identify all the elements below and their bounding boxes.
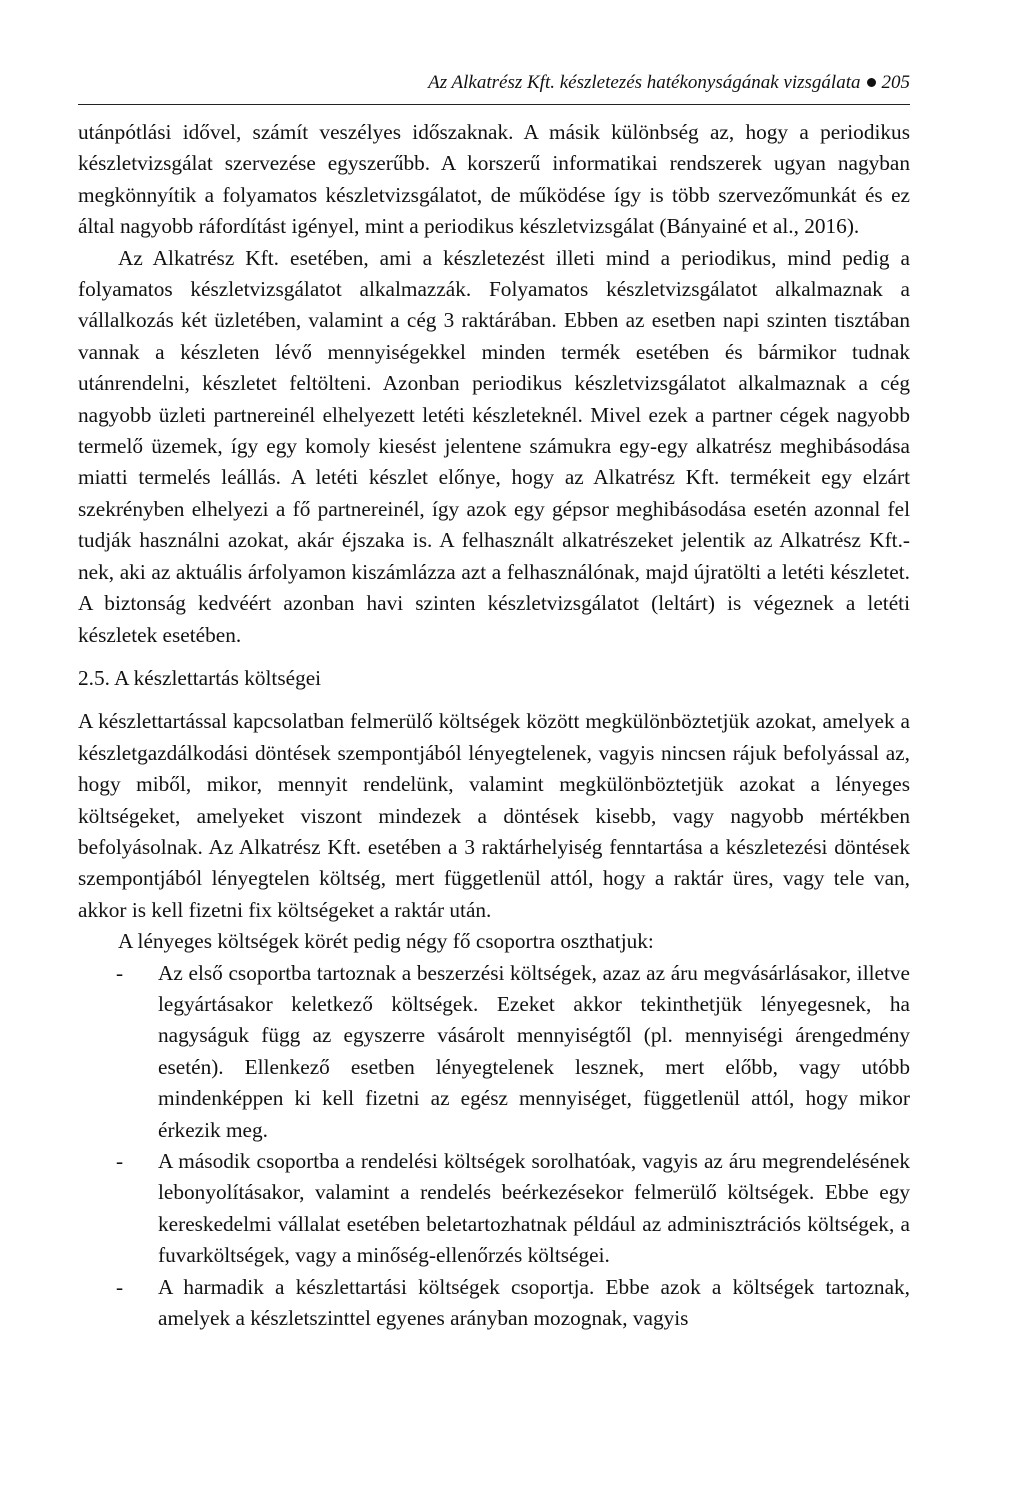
running-header [78,68,910,105]
book-page [78,68,910,1334]
list-item: - A második csoportba a rendelési költségek sorolhatóak, vagyis az áru megrendelésének lebonyolításakor, valamint a rendelés beérkezésekor felmerülő költségek. Ebbe egy kereskedelmi vállalat esetében beletartozhatnak például az adminisztrációs költségek, a fuvarköltségek, vagy a minőség-ellenőrzés költségei. [78,1146,910,1272]
running-title: Az Alkatrész Kft. készletezés hatékonyságának vizsgálata [428,72,861,93]
cost-groups-list [78,958,910,1335]
paragraph-company-inventory: Az Alkatrész Kft. esetében, ami a készletezést illeti mind a periodikus, mind pedig a folyamatos készletvizsgálatot alkalmazzák. Folyamatos készletvizsgálatot alkalmaznak a vállalkozás két üzletében, valamint a cég 3 raktárában. Ebben az esetben napi szinten tisztában vannak a készleten lévő mennyiségekkel minden termék esetében és bármikor tudnak utánrendelni, készletet feltölteni. Azonban periodikus készletvizsgálatot alkalmaznak a cég nagyobb üzleti partnereinél elhelyezett letéti készleteknél. Mivel ezek a partner cégek nagyobb termelő üzemek, így egy komoly kiesést jelentene számukra egy-egy alkatrész meghibásodása miatti termelés leállás. A letéti készlet előnye, hogy az Alkatrész Kft. termékeit egy elzárt szekrényben elhelyezi a fő partnereinél, így azok egy gépsor meghibásodása esetén azonnal fel tudják használni azokat, akár éjszaka is. A felhasznált alkatrészeket jelentik az Alkatrész Kft.-nek, aki az aktuális árfolyamon kiszámlázza azt a felhasználónak, majd újratölti a letéti készletet. A biztonság kedvéért azonban havi szinten készletvizsgálatot (leltárt) is végeznek a letéti készletek esetében. [78,245,910,647]
list-item: - A harmadik a készlettartási költségek csoportja. Ebbe azok a költségek tartoznak, amelyek a készletszinttel egyenes arányban mozognak, vagyis [78,1272,910,1335]
page-number: 205 [881,72,910,93]
list-item: - Az első csoportba tartoznak a beszerzési költségek, azaz az áru megvásárlásakor, illetve legyártásakor keletkező költségek. Ezeket akkor tekinthetjük lényegesnek, ha nagyságuk függ az egyszerre vásárolt mennyiségtől (pl. mennyiségi árengedmény esetén). Ellenkező esetben lényegtelenek lesznek, mert előbb, vagy utóbb mindenképpen ki kell fizetni az egész mennyiséget, függetlenül attól, hogy mikor érkezik meg. [78,958,910,1146]
list-intro: A lényeges költségek körét pedig négy fő csoportra oszthatjuk: [118,929,654,954]
dash-bullet-icon: - [116,1149,124,1173]
section-heading: 2.5. A készlettartás költségei [78,665,322,690]
section-intro-paragraph: A készlettartással kapcsolatban felmerülő költségek között megkülönböztetjük azokat, amelyek a készletgazdálkodási döntések szempontjából lényegtelenek, vagyis nincsen rájuk befolyással az, hogy miből, mikor, mennyit rendelünk, valamint megkülönböztetjük azokat a lényeges költségeket, amelyeket viszont mindezek a döntések kisebb, vagy nagyobb mértékben befolyásolnak. Az Alkatrész Kft. esetében a 3 raktárhelyiség fenntartása a készletezési döntések szempontjából lényegtelen költség, mert függetlenül attól, hogy a raktár üres, vagy tele van, akkor is kell fizetni fix költségeket a raktár után. [78,709,910,922]
dash-bullet-icon: - [116,1274,124,1299]
bullet-icon [867,78,876,87]
paragraph-continuation: utánpótlási idővel, számít veszélyes időszaknak. A másik különbség az, hogy a periodikus készletvizsgálat szervezése egyszerűbb. A korszerű informatikai rendszerek ugyan nagyban megkönnyítik a folyamatos készletvizsgálatot, de működése így is több szervezőmunkát és ez által nagyobb ráfordítást igényel, mint a periodikus készletvizsgálat (Bányainé et al., 2016). [78,120,910,239]
dash-bullet-icon: - [116,960,124,985]
